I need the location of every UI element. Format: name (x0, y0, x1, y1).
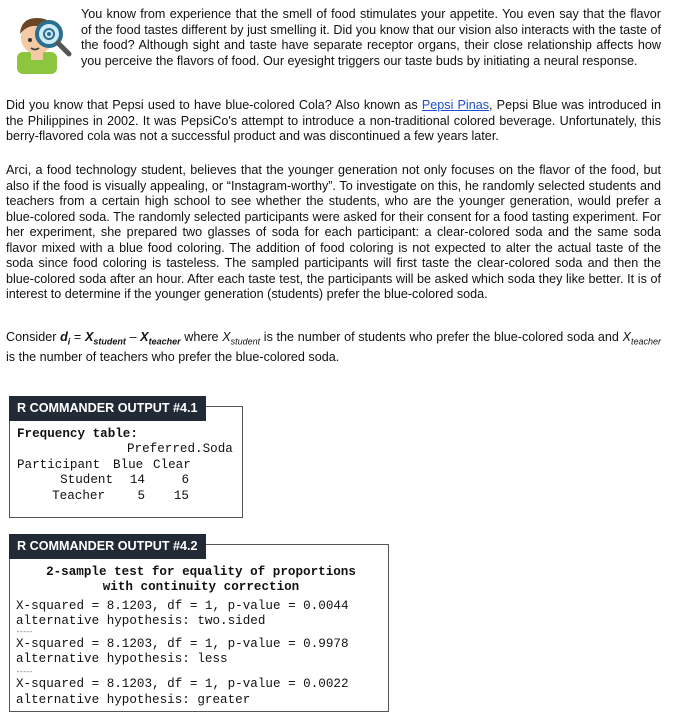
column-group-label: Preferred.Soda (127, 442, 233, 457)
x-student-ref: $X_{student}$ (222, 330, 261, 347)
consider-paragraph: Consider $d_i = X_{student} - X_{teacher}$ where $X_{student}$ is the number of students who prefer the blue-colored soda and $X_{teacher}$ is the number of teachers who prefer the blue-colored soda. (6, 330, 661, 365)
header-row: Participant Blue Clear (17, 457, 191, 472)
test-stat-3: X-squared = 8.1203, df = 1, p-value = 0.0022 (16, 677, 349, 692)
x-teacher-symbol: $X_{teacher}$ (140, 330, 181, 347)
test-heading-1: 2-sample test for equality of proportions (46, 565, 356, 579)
table-row: Teacher 5 15 (52, 488, 189, 503)
output-4-2-title: R COMMANDER OUTPUT #4.2 (9, 534, 206, 559)
test-alt-2: alternative hypothesis: less (16, 652, 228, 667)
pepsi-text-after: , Pepsi Blue was introduced in the Philippines in 2002. It was PepsiCo's attempt to introduce a non-traditional colored beverage. Unfortunately, this berry-flavored cola was not a successful product and was discontinued a few years later. (6, 98, 661, 143)
output-4-2-box (9, 544, 389, 712)
test-stat-2: X-squared = 8.1203, df = 1, p-value = 0.9978 (16, 636, 349, 651)
separator: ----- (16, 669, 33, 678)
test-alt-3: alternative hypothesis: greater (16, 692, 251, 707)
frequency-heading: Frequency table: (17, 427, 138, 441)
prop-test-output (16, 565, 386, 708)
x-teacher-ref: $X_{teacher}$ (622, 330, 661, 347)
test-heading-2: with continuity correction (102, 580, 300, 595)
intro-paragraph: You know from experience that the smell of food stimulates your appetite. You even say that the flavor of the food tastes different by just smelling it. Did you know that our vision also interacts with the taste of the food? Although sight and taste have separate receptor organs, their close relationship affects how you perceive the flavors of food. Our eyesight triggers our taste buds by initiating a neural response. (81, 7, 661, 68)
frequency-table (17, 427, 233, 504)
output-4-1-title: R COMMANDER OUTPUT #4.1 (9, 396, 206, 421)
arci-paragraph: Arci, a food technology student, believes that the younger generation not only focuses on the flavor of the food, but also if the food is visually appealing, or “Instagram-worthy”. To investigate on this, he randomly selected students and teachers from a certain high school to see whether the students, who are the younger generation, would prefer a blue-colored soda. The randomly selected participants were asked for their consent for a food tasting experiment. For her experiment, she prepared two glasses of soda for each participant: a clear-colored soda and the same soda flavor mixed with a blue food coloring. The addition of food coloring is not expected to alter the actual taste of the soda since food coloring is tasteless. The sampled participants will first taste the clear-colored soda and then the blue-colored soda after an hour. After each taste test, the participants will be asked which soda they like better. It is of interest to determine if the younger generation (students) prefer the blue-colored soda. (6, 163, 661, 301)
output-4-1-box (9, 406, 243, 518)
separator: ----- (16, 628, 33, 637)
test-stat-1: X-squared = 8.1203, df = 1, p-value = 0.0044 (16, 598, 349, 613)
d-symbol: $d_i$ (60, 330, 71, 347)
pepsi-text-before: Did you know that Pepsi used to have blue-colored Cola? Also known as (6, 98, 422, 112)
table-row: Student 14 6 (60, 473, 189, 488)
pepsi-pinas-link[interactable]: Pepsi Pinas (421, 98, 490, 112)
test-alt-1: alternative hypothesis: two.sided (16, 614, 266, 629)
magnifier-person-icon (3, 8, 75, 78)
pepsi-paragraph (6, 98, 661, 145)
x-student-symbol: $X_{student}$ (84, 330, 126, 347)
